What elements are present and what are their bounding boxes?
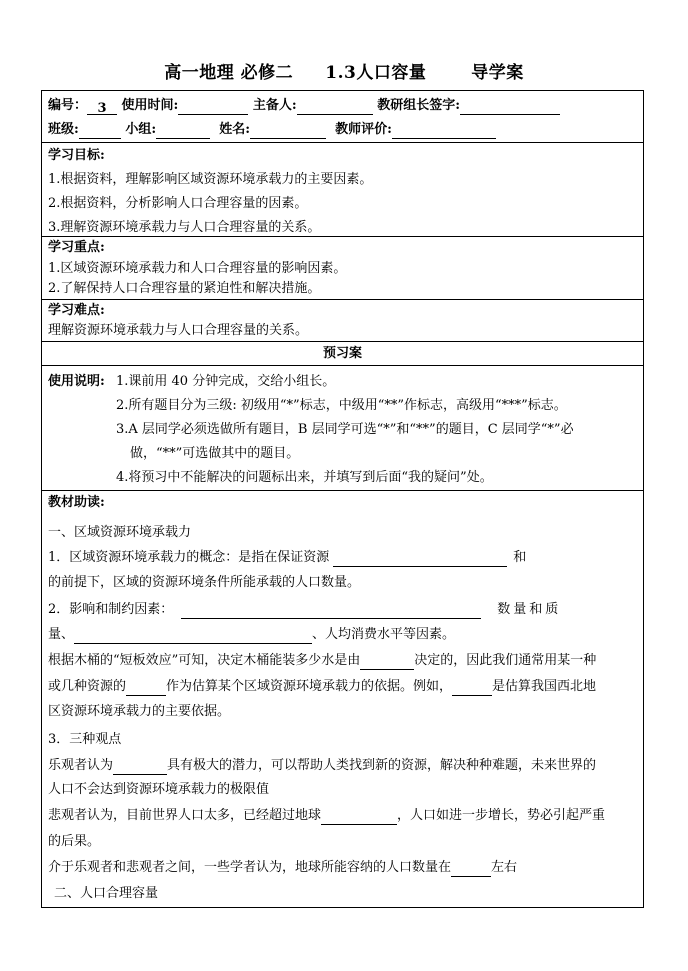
middle-text: 左右: [491, 860, 518, 875]
preparer-field[interactable]: [297, 100, 373, 115]
divider: [42, 299, 643, 300]
barrel-blank-1[interactable]: [360, 655, 414, 670]
key-points-heading: 学习重点:: [48, 240, 105, 255]
q1-blank[interactable]: [333, 552, 507, 567]
q2-text-2: 量、: [48, 627, 75, 642]
q2-blank-1[interactable]: [181, 604, 481, 619]
code-value: 3: [87, 100, 117, 115]
usage-label: 使用说明:: [48, 374, 105, 389]
pessimist-blank[interactable]: [321, 810, 397, 825]
code-label: 编号：: [48, 98, 88, 113]
difficulty-text: 理解资源环境承载力与人口合理容量的关系。: [48, 323, 309, 338]
preparer-label: 主备人:: [252, 98, 297, 113]
title-lesson: 1.3人口容量: [325, 63, 427, 83]
barrel-text: 决定的，因此我们通常用某一种: [414, 653, 597, 668]
title-type: 导学案: [471, 63, 524, 83]
middle-view-line: [48, 859, 517, 877]
difficulty-heading: 学习难点:: [48, 303, 105, 318]
header-row-1: [48, 97, 560, 115]
q1-text-end: 和: [513, 550, 527, 565]
section-2-title: 二、人口合理容量: [54, 886, 159, 901]
name-field[interactable]: [250, 124, 326, 139]
class-label: 班级:: [48, 122, 79, 137]
usage-item: 做，“**”可选做其中的题目。: [130, 446, 300, 461]
key-point-item: 1.区域资源环境承载力和人口合理容量的影响因素。: [48, 261, 347, 276]
teacher-eval-field[interactable]: [392, 124, 496, 139]
optimist-line-1: [48, 757, 596, 775]
leader-sign-label: 教研组长签字:: [377, 98, 461, 113]
class-field[interactable]: [79, 124, 121, 139]
pessimist-text: ，人口如进一步增长，势必引起严重: [397, 808, 606, 823]
divider: [42, 341, 643, 342]
middle-blank[interactable]: [451, 862, 491, 877]
key-point-item: 2.了解保持人口合理容量的紧迫性和解决措施。: [48, 281, 321, 296]
worksheet-table: [41, 90, 644, 908]
divider: [42, 142, 643, 143]
goals-heading: 学习目标:: [48, 148, 105, 163]
header-row-2: [48, 121, 496, 139]
q2-text-end: 数量和质: [497, 602, 562, 617]
question-1-line-1: [48, 549, 637, 567]
q2-text: 2．影响和制约因素：: [48, 602, 174, 617]
textbook-heading: 教材助读:: [48, 495, 105, 510]
barrel-line-2: [48, 678, 596, 696]
question-2-line-2: [48, 626, 455, 644]
usage-item: 3.A 层同学必须选做所有题目，B 层同学可选“*”和“**”的题目，C 层同学“*”必: [116, 422, 574, 437]
divider: [42, 236, 643, 237]
preview-heading: 预习案: [322, 346, 362, 361]
pessimist-text: 悲观者认为，目前世界人口太多，已经超过地球: [48, 808, 322, 823]
usage-item: 2.所有题目分为三级: 初级用“*”标志，中级用“**”作标志，高级用“***”标志。: [116, 398, 567, 413]
q2-blank-2[interactable]: [74, 629, 312, 644]
barrel-text: 是估算我国西北地: [492, 679, 597, 694]
teacher-eval-label: 教师评价:: [335, 122, 392, 137]
divider: [42, 365, 643, 366]
goal-item: 2.根据资料，分析影响人口合理容量的因素。: [48, 196, 308, 211]
group-label: 小组:: [125, 122, 157, 137]
barrel-text: 根据木桶的“短板效应”可知，决定木桶能装多少水是由: [48, 653, 361, 668]
usage-item: 4.将预习中不能解决的问题标出来，并填写到后面“我的疑问”处。: [116, 470, 493, 485]
question-3-title: 3．三种观点: [48, 732, 122, 747]
name-label: 姓名:: [219, 122, 251, 137]
use-time-field[interactable]: [178, 100, 248, 115]
optimist-text: 具有极大的潜力，可以帮助人类找到新的资源，解决种种难题，未来世界的: [167, 758, 597, 773]
optimist-line-2: 人口不会达到资源环境承载力的极限值: [48, 782, 270, 797]
optimist-blank[interactable]: [113, 760, 167, 775]
barrel-text: 作为估算某个区域资源环境承载力的依据。例如，: [166, 679, 453, 694]
usage-item: 1.课前用 40 分钟完成，交给小组长。: [116, 374, 336, 389]
question-1-line-2: 的前提下，区域的资源环境条件所能承载的人口数量。: [48, 575, 361, 590]
middle-text: 介于乐观者和悲观者之间，一些学者认为，地球所能容纳的人口数量在: [48, 860, 452, 875]
barrel-blank-3[interactable]: [452, 681, 492, 696]
barrel-line-3: 区资源环境承载力的主要依据。: [48, 704, 231, 719]
group-field[interactable]: [156, 124, 210, 139]
goal-item: 1.根据资料，理解影响区域资源环境承载力的主要因素。: [48, 172, 373, 187]
goal-item: 3.理解资源环境承载力与人口合理容量的关系。: [48, 220, 321, 235]
divider: [42, 490, 643, 491]
pessimist-line-2: 的后果。: [48, 834, 101, 849]
barrel-line-1: [48, 652, 596, 670]
pessimist-line-1: [48, 807, 605, 825]
optimist-text: 乐观者认为: [48, 758, 114, 773]
q2-text-3: 、人均消费水平等因素。: [312, 627, 456, 642]
question-2-line-1: [48, 601, 561, 619]
barrel-text: 或几种资源的: [48, 679, 127, 694]
section-1-title: 一、区域资源环境承载力: [48, 525, 192, 540]
leader-sign-field[interactable]: [460, 100, 560, 115]
page-title: [0, 58, 688, 83]
barrel-blank-2[interactable]: [126, 681, 166, 696]
title-course: 高一地理 必修二: [164, 63, 294, 83]
q1-text: 1．区域资源环境承载力的概念：是指在保证资源: [48, 550, 330, 565]
use-time-label: 使用时间:: [121, 98, 179, 113]
